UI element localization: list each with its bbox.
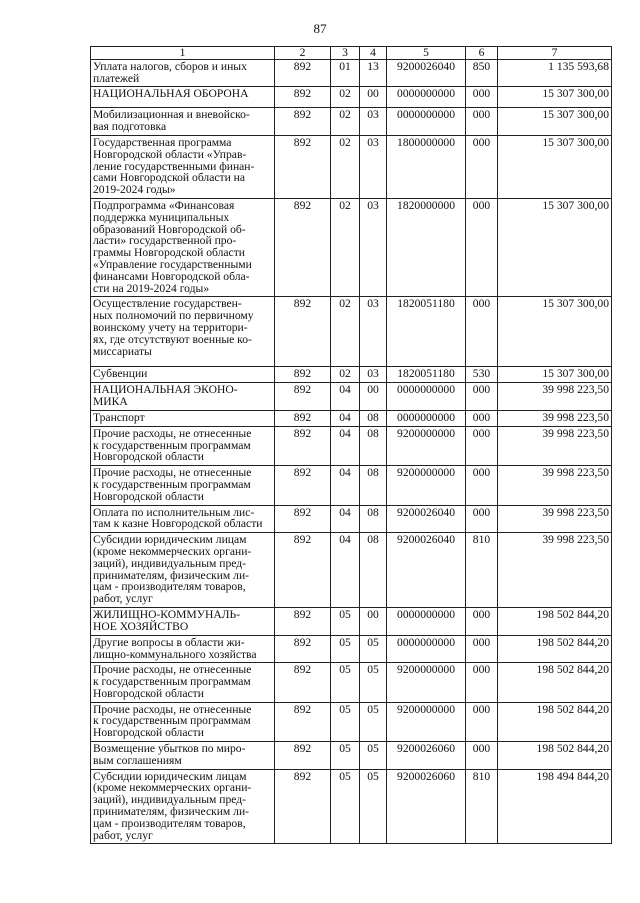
amount-cell: 198 502 844,20 xyxy=(498,608,612,636)
amount-cell: 198 502 844,20 xyxy=(498,742,612,770)
row-name-line: Прочие расходы, не отнесенные xyxy=(93,663,252,677)
expense-type-cell: 000 xyxy=(466,608,498,636)
amount-cell: 15 307 300,00 xyxy=(498,297,612,367)
section-cell: 01 xyxy=(331,59,360,87)
row-name-line: к государственным программам xyxy=(93,675,251,689)
table-header-row xyxy=(91,47,612,60)
row-name-line: Другие вопросы в области жи- xyxy=(93,635,245,649)
expense-type-cell: 000 xyxy=(466,297,498,367)
subsection-cell: 00 xyxy=(360,87,387,108)
row-name xyxy=(91,608,275,636)
table-row xyxy=(91,533,612,608)
row-name-line: к государственным программам xyxy=(93,714,251,728)
row-name xyxy=(91,702,275,741)
row-name-line: сти на 2019-2024 годы» xyxy=(93,281,210,295)
row-name xyxy=(91,466,275,505)
admin-code-cell: 892 xyxy=(275,87,331,108)
expense-type-cell: 810 xyxy=(466,769,498,844)
expense-type-cell: 000 xyxy=(466,383,498,411)
row-name-line: работ, услуг xyxy=(93,828,153,842)
admin-code-cell: 892 xyxy=(275,663,331,702)
admin-code-cell: 892 xyxy=(275,108,331,136)
target-article-cell: 0000000000 xyxy=(387,410,466,426)
row-name-line: НАЦИОНАЛЬНАЯ ЭКОНО- xyxy=(93,383,238,397)
row-name-line: Новгородской области «Управ- xyxy=(93,147,247,161)
admin-code-cell: 892 xyxy=(275,135,331,198)
table-row xyxy=(91,742,612,770)
row-name-line: (кроме некоммерческих органи- xyxy=(93,781,252,795)
row-name-line: миссариаты xyxy=(93,344,152,358)
subsection-cell: 08 xyxy=(360,426,387,465)
table-row xyxy=(91,608,612,636)
row-name-line: Мобилизационная и вневойско- xyxy=(93,108,250,122)
subsection-cell: 08 xyxy=(360,505,387,533)
row-name-line: сами Новгородской области на xyxy=(93,171,246,185)
admin-code-cell: 892 xyxy=(275,702,331,741)
expense-type-cell: 000 xyxy=(466,135,498,198)
section-cell: 02 xyxy=(331,297,360,367)
row-name-line: заций), индивидуальным пред- xyxy=(93,793,247,807)
row-name-line: платежей xyxy=(93,71,140,85)
row-name-line: воинскому учету на территори- xyxy=(93,320,248,334)
expense-type-cell: 000 xyxy=(466,663,498,702)
section-cell: 05 xyxy=(331,702,360,741)
table-row xyxy=(91,59,612,87)
target-article-cell: 1820051180 xyxy=(387,297,466,367)
row-name-line: Новгородской области xyxy=(93,686,204,700)
target-article-cell: 0000000000 xyxy=(387,635,466,663)
section-cell: 05 xyxy=(331,608,360,636)
subsection-cell: 03 xyxy=(360,135,387,198)
target-article-cell: 1820000000 xyxy=(387,198,466,296)
row-name xyxy=(91,663,275,702)
expense-type-cell: 000 xyxy=(466,410,498,426)
row-name-line: Оплата по исполнительным лис- xyxy=(93,505,255,519)
target-article-cell: 1800000000 xyxy=(387,135,466,198)
target-article-cell: 0000000000 xyxy=(387,383,466,411)
expense-type-cell: 530 xyxy=(466,367,498,383)
section-cell: 04 xyxy=(331,466,360,505)
row-name-line: Субвенции xyxy=(93,367,148,381)
admin-code-cell: 892 xyxy=(275,198,331,296)
amount-cell: 39 998 223,50 xyxy=(498,505,612,533)
row-name-line: 2019-2024 годы» xyxy=(93,183,176,197)
row-name-line: ЖИЛИЩНО-КОММУНАЛЬ- xyxy=(93,608,241,622)
admin-code-cell: 892 xyxy=(275,59,331,87)
section-cell: 02 xyxy=(331,198,360,296)
column-header: 3 xyxy=(331,47,360,60)
admin-code-cell: 892 xyxy=(275,410,331,426)
row-name-line: граммы Новгородской области xyxy=(93,246,245,260)
budget-table xyxy=(90,46,612,844)
row-name xyxy=(91,505,275,533)
row-name-line: принимателям, физическим ли- xyxy=(93,568,250,582)
table-row xyxy=(91,635,612,663)
section-cell: 05 xyxy=(331,635,360,663)
admin-code-cell: 892 xyxy=(275,367,331,383)
section-cell: 05 xyxy=(331,769,360,844)
row-name xyxy=(91,297,275,367)
expense-type-cell: 000 xyxy=(466,87,498,108)
table-row xyxy=(91,505,612,533)
target-article-cell: 9200026040 xyxy=(387,505,466,533)
admin-code-cell: 892 xyxy=(275,297,331,367)
row-name-line: Новгородской области xyxy=(93,450,204,464)
row-name-line: Уплата налогов, сборов и иных xyxy=(93,59,247,73)
table-row xyxy=(91,87,612,108)
target-article-cell: 9200026060 xyxy=(387,742,466,770)
section-cell: 02 xyxy=(331,108,360,136)
row-name-line: ление государственными финан- xyxy=(93,159,255,173)
section-cell: 04 xyxy=(331,410,360,426)
row-name-line: принимателям, физическим ли- xyxy=(93,805,250,819)
admin-code-cell: 892 xyxy=(275,608,331,636)
section-cell: 02 xyxy=(331,367,360,383)
row-name xyxy=(91,533,275,608)
row-name-line: Государственная программа xyxy=(93,135,232,149)
row-name xyxy=(91,426,275,465)
subsection-cell: 05 xyxy=(360,769,387,844)
table-body xyxy=(91,59,612,844)
expense-type-cell: 850 xyxy=(466,59,498,87)
subsection-cell: 05 xyxy=(360,702,387,741)
table-row xyxy=(91,769,612,844)
expense-type-cell: 000 xyxy=(466,108,498,136)
row-name-line: Субсидии юридическим лицам xyxy=(93,769,247,783)
table-row xyxy=(91,383,612,411)
subsection-cell: 08 xyxy=(360,466,387,505)
section-cell: 02 xyxy=(331,87,360,108)
target-article-cell: 0000000000 xyxy=(387,87,466,108)
row-name-line: МИКА xyxy=(93,394,128,408)
target-article-cell: 0000000000 xyxy=(387,108,466,136)
amount-cell: 15 307 300,00 xyxy=(498,135,612,198)
subsection-cell: 13 xyxy=(360,59,387,87)
admin-code-cell: 892 xyxy=(275,426,331,465)
target-article-cell: 1820051180 xyxy=(387,367,466,383)
amount-cell: 39 998 223,50 xyxy=(498,383,612,411)
amount-cell: 15 307 300,00 xyxy=(498,367,612,383)
row-name-line: Прочие расходы, не отнесенные xyxy=(93,702,252,716)
row-name xyxy=(91,410,275,426)
row-name-line: Новгородской области xyxy=(93,489,204,503)
amount-cell: 198 502 844,20 xyxy=(498,663,612,702)
section-cell: 04 xyxy=(331,426,360,465)
row-name-line: образований Новгородской об- xyxy=(93,222,246,236)
admin-code-cell: 892 xyxy=(275,466,331,505)
subsection-cell: 00 xyxy=(360,608,387,636)
section-cell: 05 xyxy=(331,663,360,702)
column-header: 5 xyxy=(387,47,466,60)
target-article-cell: 9200026040 xyxy=(387,533,466,608)
expense-type-cell: 000 xyxy=(466,426,498,465)
target-article-cell: 9200000000 xyxy=(387,702,466,741)
row-name-line: Новгородской области xyxy=(93,726,204,740)
subsection-cell: 03 xyxy=(360,297,387,367)
amount-cell: 15 307 300,00 xyxy=(498,87,612,108)
row-name-line: вым соглашениям xyxy=(93,753,182,767)
subsection-cell: 05 xyxy=(360,663,387,702)
row-name-line: «Управление государственными xyxy=(93,257,252,271)
amount-cell: 198 502 844,20 xyxy=(498,635,612,663)
amount-cell: 39 998 223,50 xyxy=(498,533,612,608)
subsection-cell: 03 xyxy=(360,367,387,383)
expense-type-cell: 000 xyxy=(466,635,498,663)
row-name-line: Подпрограмма «Финансовая xyxy=(93,198,235,212)
row-name xyxy=(91,108,275,136)
admin-code-cell: 892 xyxy=(275,742,331,770)
row-name-line: цам - производителям товаров, xyxy=(93,580,246,594)
row-name-line: НАЦИОНАЛЬНАЯ ОБОРОНА xyxy=(93,87,249,101)
target-article-cell: 9200000000 xyxy=(387,663,466,702)
expense-type-cell: 000 xyxy=(466,742,498,770)
table-row xyxy=(91,426,612,465)
table-row xyxy=(91,367,612,383)
column-header: 4 xyxy=(360,47,387,60)
amount-cell: 39 998 223,50 xyxy=(498,426,612,465)
table-row xyxy=(91,702,612,741)
table-row xyxy=(91,663,612,702)
column-header: 6 xyxy=(466,47,498,60)
row-name xyxy=(91,383,275,411)
row-name-line: вая подготовка xyxy=(93,120,167,134)
admin-code-cell: 892 xyxy=(275,533,331,608)
section-cell: 04 xyxy=(331,533,360,608)
admin-code-cell: 892 xyxy=(275,505,331,533)
row-name-line: финансами Новгородской обла- xyxy=(93,269,250,283)
row-name xyxy=(91,135,275,198)
table-row xyxy=(91,410,612,426)
row-name-line: лищно-коммунального хозяйства xyxy=(93,647,257,661)
target-article-cell: 0000000000 xyxy=(387,608,466,636)
row-name-line: ных полномочий по первичному xyxy=(93,309,254,323)
row-name-line: цам - производителям товаров, xyxy=(93,816,246,830)
amount-cell: 39 998 223,50 xyxy=(498,410,612,426)
amount-cell: 15 307 300,00 xyxy=(498,108,612,136)
row-name xyxy=(91,769,275,844)
row-name-line: к государственным программам xyxy=(93,438,251,452)
target-article-cell: 9200000000 xyxy=(387,466,466,505)
table-row xyxy=(91,108,612,136)
admin-code-cell: 892 xyxy=(275,635,331,663)
row-name-line: там к казне Новгородской области xyxy=(93,517,263,531)
amount-cell: 1 135 593,68 xyxy=(498,59,612,87)
column-header: 2 xyxy=(275,47,331,60)
table-row xyxy=(91,135,612,198)
row-name-line: поддержка муниципальных xyxy=(93,210,230,224)
subsection-cell: 08 xyxy=(360,533,387,608)
row-name xyxy=(91,198,275,296)
row-name xyxy=(91,87,275,108)
subsection-cell: 05 xyxy=(360,635,387,663)
row-name-line: заций), индивидуальным пред- xyxy=(93,556,247,570)
row-name-line: НОЕ ХОЗЯЙСТВО xyxy=(93,619,189,633)
section-cell: 04 xyxy=(331,383,360,411)
row-name-line: к государственным программам xyxy=(93,477,251,491)
amount-cell: 198 494 844,20 xyxy=(498,769,612,844)
subsection-cell: 03 xyxy=(360,198,387,296)
target-article-cell: 9200000000 xyxy=(387,426,466,465)
row-name xyxy=(91,742,275,770)
target-article-cell: 9200026040 xyxy=(387,59,466,87)
table-row xyxy=(91,466,612,505)
row-name-line: Осуществление государствен- xyxy=(93,297,242,311)
row-name-line: ях, где отсутствуют военные ко- xyxy=(93,332,252,346)
subsection-cell: 05 xyxy=(360,742,387,770)
row-name xyxy=(91,635,275,663)
row-name-line: Транспорт xyxy=(93,410,145,424)
expense-type-cell: 810 xyxy=(466,533,498,608)
row-name-line: Прочие расходы, не отнесенные xyxy=(93,426,252,440)
row-name-line: Возмещение убытков по миро- xyxy=(93,742,246,756)
expense-type-cell: 000 xyxy=(466,505,498,533)
row-name-line: работ, услуг xyxy=(93,592,153,606)
expense-type-cell: 000 xyxy=(466,702,498,741)
admin-code-cell: 892 xyxy=(275,769,331,844)
row-name-line: (кроме некоммерческих органи- xyxy=(93,544,252,558)
row-name-line: Субсидии юридическим лицам xyxy=(93,533,247,547)
section-cell: 05 xyxy=(331,742,360,770)
row-name-line: ласти» государственной про- xyxy=(93,234,237,248)
table-row xyxy=(91,198,612,296)
section-cell: 02 xyxy=(331,135,360,198)
amount-cell: 198 502 844,20 xyxy=(498,702,612,741)
section-cell: 04 xyxy=(331,505,360,533)
column-header: 7 xyxy=(498,47,612,60)
amount-cell: 15 307 300,00 xyxy=(498,198,612,296)
expense-type-cell: 000 xyxy=(466,466,498,505)
row-name xyxy=(91,59,275,87)
admin-code-cell: 892 xyxy=(275,383,331,411)
subsection-cell: 03 xyxy=(360,108,387,136)
row-name-line: Прочие расходы, не отнесенные xyxy=(93,466,252,480)
amount-cell: 39 998 223,50 xyxy=(498,466,612,505)
expense-type-cell: 000 xyxy=(466,198,498,296)
table-row xyxy=(91,297,612,367)
page-number: 87 xyxy=(313,21,327,36)
subsection-cell: 08 xyxy=(360,410,387,426)
row-name xyxy=(91,367,275,383)
column-header: 1 xyxy=(91,47,275,60)
subsection-cell: 00 xyxy=(360,383,387,411)
target-article-cell: 9200026060 xyxy=(387,769,466,844)
